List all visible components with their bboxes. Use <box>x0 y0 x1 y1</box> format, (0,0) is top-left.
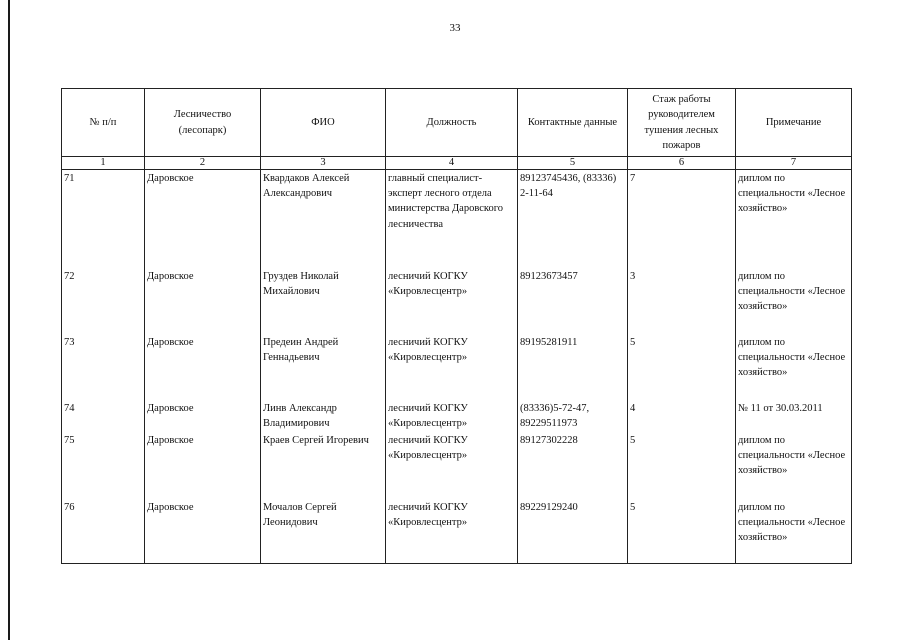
cell-contacts: 89123745436, (83336) 2-11-64 <box>518 170 628 268</box>
cell-num: 73 <box>62 334 145 400</box>
cell-experience: 5 <box>628 432 736 499</box>
table-row <box>62 400 852 432</box>
cell-forestry: Даровское <box>145 268 261 334</box>
column-number: 1 <box>62 157 145 170</box>
header-cell-position: Должность <box>386 89 518 157</box>
cell-num: 76 <box>62 499 145 564</box>
header-cell-experience: Стаж работы руководителем тушения лесных пожаров <box>628 89 736 157</box>
header-cell-note: Примечание <box>736 89 852 157</box>
cell-name: Мочалов Сергей Леонидович <box>261 499 386 564</box>
cell-contacts: 89195281911 <box>518 334 628 400</box>
column-number: 4 <box>386 157 518 170</box>
cell-note: № 11 от 30.03.2011 <box>736 400 852 432</box>
table-row <box>62 268 852 334</box>
column-number: 6 <box>628 157 736 170</box>
header-cell-forestry: Лесничество (лесопарк) <box>145 89 261 157</box>
table-row <box>62 334 852 400</box>
table-row <box>62 432 852 499</box>
cell-note: диплом по специальности «Лесное хозяйство» <box>736 268 852 334</box>
cell-note: диплом по специальности «Лесное хозяйство» <box>736 499 852 564</box>
column-number-row <box>62 157 852 170</box>
left-margin-line <box>8 0 10 640</box>
cell-position: лесничий КОГКУ «Кировлесцентр» <box>386 499 518 564</box>
cell-experience: 7 <box>628 170 736 268</box>
cell-experience: 5 <box>628 499 736 564</box>
cell-forestry: Даровское <box>145 400 261 432</box>
cell-contacts: 89127302228 <box>518 432 628 499</box>
cell-num: 74 <box>62 400 145 432</box>
cell-position: главный специалист-эксперт лесного отдела министерства Даровского лесничества <box>386 170 518 268</box>
header-cell-num: № п/п <box>62 89 145 157</box>
column-number: 7 <box>736 157 852 170</box>
header-cell-name: ФИО <box>261 89 386 157</box>
page-number: 33 <box>449 22 461 34</box>
cell-experience: 4 <box>628 400 736 432</box>
cell-num: 72 <box>62 268 145 334</box>
cell-forestry: Даровское <box>145 170 261 268</box>
column-number: 5 <box>518 157 628 170</box>
fire-managers-table <box>61 88 852 564</box>
table-row <box>62 170 852 268</box>
header-row <box>62 89 852 157</box>
cell-experience: 5 <box>628 334 736 400</box>
cell-name: Краев Сергей Игоревич <box>261 432 386 499</box>
cell-forestry: Даровское <box>145 334 261 400</box>
cell-forestry: Даровское <box>145 432 261 499</box>
cell-contacts: 89123673457 <box>518 268 628 334</box>
cell-num: 71 <box>62 170 145 268</box>
cell-experience: 3 <box>628 268 736 334</box>
cell-contacts: 89229129240 <box>518 499 628 564</box>
cell-note: диплом по специальности «Лесное хозяйство» <box>736 432 852 499</box>
table-row <box>62 499 852 564</box>
cell-name: Груздев Николай Михайлович <box>261 268 386 334</box>
cell-note: диплом по специальности «Лесное хозяйство» <box>736 170 852 268</box>
column-number: 2 <box>145 157 261 170</box>
cell-num: 75 <box>62 432 145 499</box>
cell-name: Линв Александр Владимирович <box>261 400 386 432</box>
cell-forestry: Даровское <box>145 499 261 564</box>
cell-position: лесничий КОГКУ «Кировлесцентр» <box>386 400 518 432</box>
cell-position: лесничий КОГКУ «Кировлесцентр» <box>386 268 518 334</box>
header-cell-contacts: Контактные данные <box>518 89 628 157</box>
cell-position: лесничий КОГКУ «Кировлесцентр» <box>386 432 518 499</box>
cell-name: Квардаков Алексей Александрович <box>261 170 386 268</box>
cell-contacts: (83336)5-72-47, 89229511973 <box>518 400 628 432</box>
cell-name: Предеин Андрей Геннадьевич <box>261 334 386 400</box>
cell-note: диплом по специальности «Лесное хозяйство» <box>736 334 852 400</box>
column-number: 3 <box>261 157 386 170</box>
cell-position: лесничий КОГКУ «Кировлесцентр» <box>386 334 518 400</box>
